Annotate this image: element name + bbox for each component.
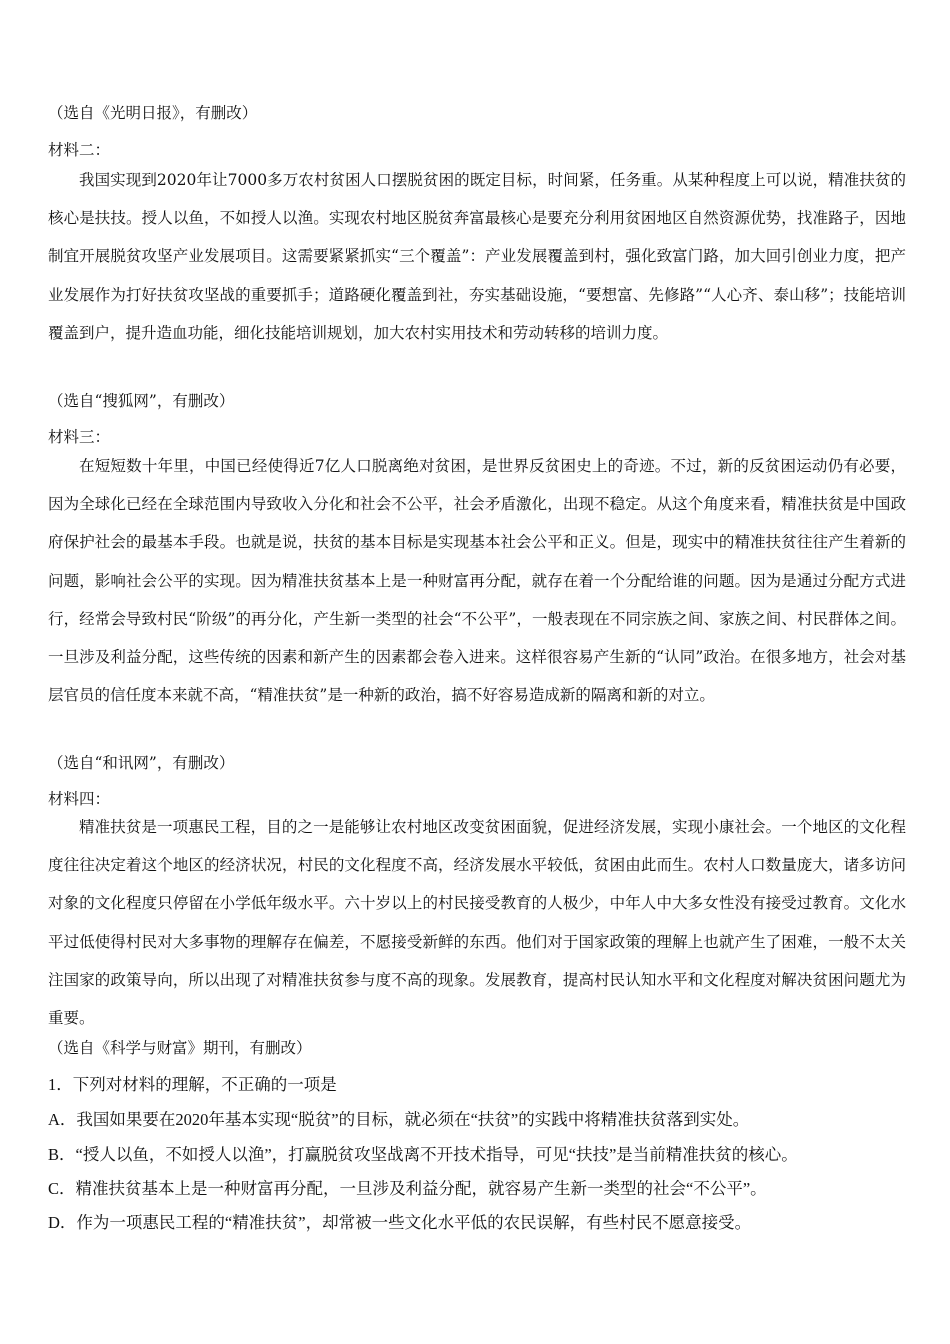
option-c: C．精准扶贫基本上是一种财富再分配，一旦涉及利益分配，就容易产生新一类型的社会“不公平”。 <box>48 1179 767 1198</box>
option-b: B．“授人以鱼，不如授人以渔”，打赢脱贫攻坚战离不开技术指导，可见“扶技”是当前精准扶贫的核心。 <box>48 1145 798 1164</box>
material-4-paragraph: 精准扶贫是一项惠民工程，目的之一是能够让农村地区改变贫困面貌，促进经济发展，实现小康社会。一个地区的文化程度往往决定着这个地区的经济状况，村民的文化程度不高，经济发展水平较低，贫困由此而生。农村人口数量庞大，诸多访问对象的文化程度只停留在小学低年级水平。六十岁以上的村民接受教育的人极少，中年人中大多女性没有接受过教育。文化水平过低使得村民对大多事物的理解存在偏差，不愿接受新鲜的东西。他们对于国家政策的理解上也就产生了困难，一般不太关注国家的政策导向，所以出现了对精准扶贫参与度不高的现象。发展教育，提高村民认知水平和文化程度对解决贫困问题尤为重要。 <box>48 818 906 1028</box>
source-1: （选自《光明日报》，有删改） <box>48 104 258 122</box>
material-4-heading: 材料四： <box>48 790 111 808</box>
question-1-stem: 1．下列对材料的理解，不正确的一项是 <box>48 1075 337 1094</box>
material-2-heading: 材料二： <box>48 141 111 159</box>
source-4: （选自《科学与财富》期刊，有删改） <box>48 1039 312 1057</box>
material-3-paragraph: 在短短数十年里，中国已经使得近7亿人口脱离绝对贫困，是世界反贫困史上的奇迹。不过，新的反贫困运动仍有必要，因为全球化已经在全球范围内导致收入分化和社会不公平，社会矛盾激化，出现不稳定。从这个角度来看，精准扶贫是中国政府保护社会的最基本手段。也就是说，扶贫的基本目标是实现基本社会公平和正义。但是，现实中的精准扶贫往往产生着新的问题，影响社会公平的实现。因为精准扶贫基本上是一种财富再分配，就存在着一个分配给谁的问题。因为是通过分配方式进行，经常会导致村民“阶级”的再分化，产生新一类型的社会“不公平”，一般表现在不同宗族之间、家族之间、村民群体之间。一旦涉及利益分配，这些传统的因素和新产生的因素都会卷入进来。这样很容易产生新的“认同”政治。在很多地方，社会对基层官员的信任度本来就不高，“精准扶贫”是一种新的政治，搞不好容易造成新的隔离和新的对立。 <box>48 457 906 705</box>
material-2-paragraph: 我国实现到2020年让7000多万农村贫困人口摆脱贫困的既定目标，时间紧，任务重。从某种程度上可以说，精准扶贫的核心是扶技。授人以鱼，不如授人以渔。实现农村地区脱贫奔富最核心是要充分利用贫困地区自然资源优势，找准路子，因地制宜开展脱贫攻坚产业发展项目。这需要紧紧抓实“三个覆盖”：产业发展覆盖到村，强化致富门路，加大回引创业力度，把产业发展作为打好扶贫攻坚战的重要抓手；道路硬化覆盖到社，夯实基础设施，“要想富、先修路”“人心齐、泰山移”；技能培训覆盖到户，提升造血功能，细化技能培训规划，加大农村实用技术和劳动转移的培训力度。 <box>48 171 906 342</box>
source-3: （选自“和讯网”，有删改） <box>48 754 235 772</box>
option-a: A．我国如果要在2020年基本实现“脱贫”的目标，就必须在“扶贫”的实践中将精准扶贫落到实处。 <box>48 1110 750 1129</box>
source-2: （选自“搜狐网”，有删改） <box>48 392 235 410</box>
option-d: D．作为一项惠民工程的“精准扶贫”，却常被一些文化水平低的农民误解，有些村民不愿意接受。 <box>48 1213 752 1232</box>
material-3-heading: 材料三： <box>48 428 111 446</box>
